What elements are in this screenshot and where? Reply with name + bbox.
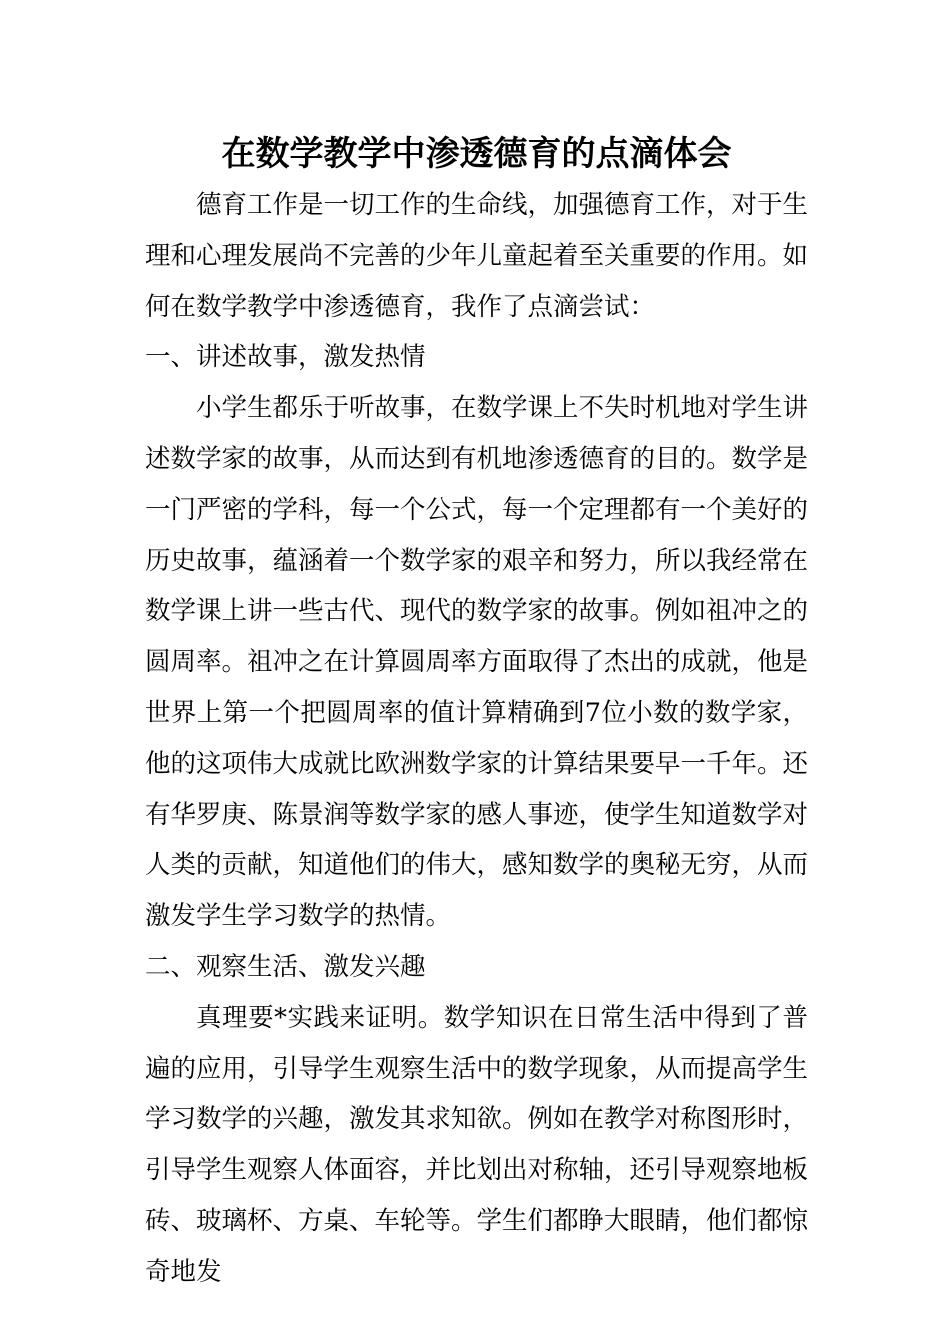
section-2-heading: 二、观察生活、激发兴趣 <box>145 951 426 982</box>
section-2-paragraph: 真理要*实践来证明。数学知识在日常生活中得到了普遍的应用，引导学生观察生活中的数学现象，从而提高学生学习数学的兴趣，激发其求知欲。例如在教学对称图形时，引导学生观察人体面容，并比划出对称轴，还引导观察地板砖、玻璃杯、方桌、车轮等。学生们都睁大眼睛，他们都惊奇地发 <box>145 1002 809 1287</box>
section-1-paragraph: 小学生都乐于听故事，在数学课上不失时机地对学生讲述数学家的故事，从而达到有机地渗透德育的目的。数学是一门严密的学科，每一个公式，每一个定理都有一个美好的历史故事，蕴涵着一个数学家的艰辛和努力，所以我经常在数学课上讲一些古代、现代的数学家的故事。例如祖冲之的圆周率。祖冲之在计算圆周率方面取得了杰出的成就，他是世界上第一个把圆周率的值计算精确到7位小数的数学家，他的这项伟大成就比欧洲数学家的计算结果要早一千年。还有华罗庚、陈景润等数学家的感人事迹，使学生知道数学对人类的贡献，知道他们的伟大，感知数学的奥秘无穷，从而激发学生学习数学的热情。 <box>145 393 809 932</box>
section-1-heading: 一、讲述故事，激发热情 <box>145 342 426 373</box>
document-page <box>145 128 808 1298</box>
intro-paragraph: 德育工作是一切工作的生命线，加强德育工作，对于生理和心理发展尚不完善的少年儿童起着至关重要的作用。如何在数学教学中渗透德育，我作了点滴尝试： <box>145 190 809 322</box>
document-title: 在数学教学中渗透德育的点滴体会 <box>221 134 732 174</box>
